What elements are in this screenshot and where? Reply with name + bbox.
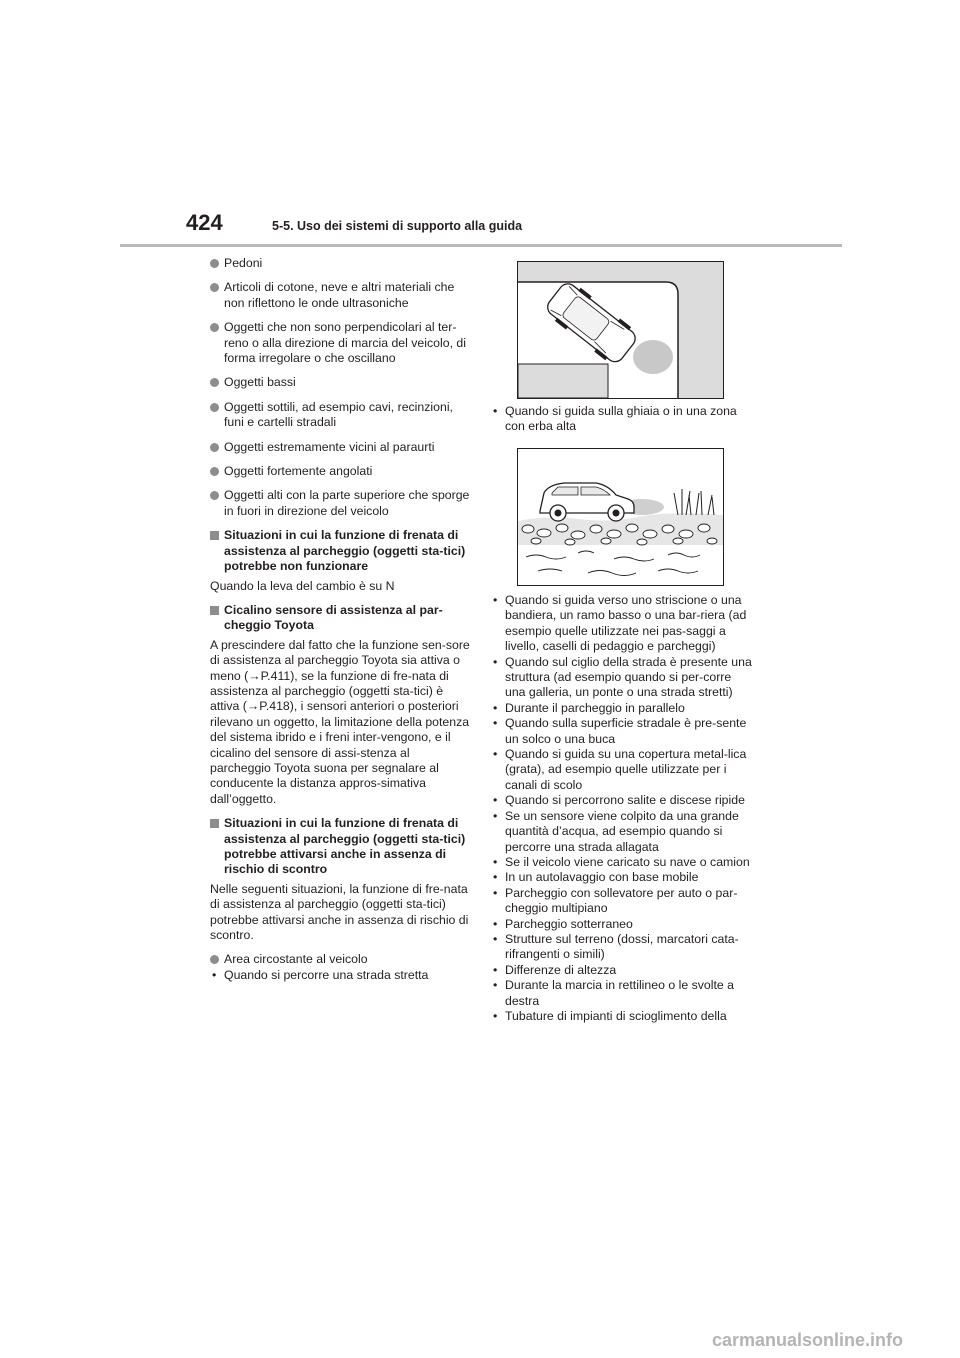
list-item: Oggetti sottili, ad esempio cavi, recinzioni, funi e cartelli stradali: [210, 400, 472, 431]
page-number: 424: [186, 210, 223, 235]
dot-list-item: • Quando si guida sulla ghiaia o in una zona con erba alta: [491, 404, 755, 435]
list-item: Articoli di cotone, neve e altri materiali che non riflettono le onde ultrasoniche: [210, 280, 472, 311]
dot-list-item: • Quando sul ciglio della strada è presente una struttura (ad esempio quando si per-corre una galleria, un ponte o una strada stretti): [491, 655, 755, 701]
dot-list-item: • Durante il parcheggio in parallelo: [491, 701, 755, 716]
dot-list-item: • Tubature di impianti di scioglimento della: [491, 1009, 755, 1024]
gravel-road-drawing: [518, 449, 723, 585]
dot-list-item: • Quando si percorrono salite e discese ripide: [491, 793, 755, 808]
paragraph: Quando la leva del cambio è su N: [210, 578, 395, 593]
narrow-road-drawing: [518, 262, 723, 398]
list-item: Pedoni: [210, 256, 472, 271]
right-column-list: [491, 593, 755, 1024]
header-rule: [120, 244, 842, 247]
section-heading: Situazioni in cui la funzione di frenata di assistenza al parcheggio (oggetti sta-tici) potrebbe attivarsi anche in assenza di rischio di scontro: [210, 816, 472, 878]
list-item: Area circostante al veicolo: [210, 952, 472, 967]
list-item: Oggetti bassi: [210, 375, 472, 390]
paragraph: A prescindere dal fatto che la funzione sen-sore di assistenza al parcheggio Toyota sia attiva o meno (→P.411), se la funzione di fre-nata di assistenza al parcheggio (oggetti sta-tici) è attiva (→P.418), i sensori anteriori o posteriori rilevano un oggetto, la limitazione della potenza del sistema ibrido e i freni inter-vengono, e il cicalino del sensore di assi-stenza al parcheggio Toyota suona per segnalare al conducente la distanza appros-simativa dall’oggetto.: [210, 637, 470, 806]
dot-list-item: • In un autolavaggio con base mobile: [491, 870, 755, 885]
list-item: Oggetti fortemente angolati: [210, 464, 472, 479]
list-item: Oggetti alti con la parte superiore che sporge in fuori in direzione del veicolo: [210, 488, 472, 519]
paragraph: Nelle seguenti situazioni, la funzione di fre-nata di assistenza al parcheggio (oggetti sta-tici) potrebbe attivarsi anche in assenza di rischio di scontro.: [210, 881, 469, 943]
section-heading: Cicalino sensore di assistenza al par-cheggio Toyota: [210, 603, 472, 634]
dot-list-item: • Durante la marcia in rettilineo o le svolte a destra: [491, 978, 755, 1009]
list-item: Oggetti che non sono perpendicolari al ter-reno o alla direzione di marcia del veicolo, di forma irregolare o che oscillano: [210, 320, 472, 366]
dot-list-item: • Differenze di altezza: [491, 963, 755, 978]
section-title: 5-5. Uso dei sistemi di supporto alla guida: [272, 219, 523, 233]
dot-list-item: • Parcheggio sotterraneo: [491, 917, 755, 932]
watermark: carmanualsonline.info: [712, 1330, 904, 1350]
narrow-road-illustration: [517, 261, 724, 399]
dot-list-item: • Parcheggio con sollevatore per auto o par-cheggio multipiano: [491, 886, 755, 917]
dot-list-item: • Se un sensore viene colpito da una grande quantità d’acqua, ad esempio quando si percorre una strada allagata: [491, 809, 755, 855]
dot-list-item: • Strutture sul terreno (dossi, marcatori cata-rifrangenti o simili): [491, 932, 755, 963]
section-heading: Situazioni in cui la funzione di frenata di assistenza al parcheggio (oggetti sta-tici) potrebbe non funzionare: [210, 528, 472, 574]
gravel-road-illustration: [517, 448, 724, 586]
left-column: [210, 256, 472, 983]
dot-list-item: • Quando si guida su una copertura metal-lica (grata), ad esempio quelle utilizzate per i canali di scolo: [491, 747, 755, 793]
dot-list-item: • Quando si guida verso uno striscione o una bandiera, un ramo basso o una bar-riera (ad esempio quelle utilizzate nei pas-saggi a livello, caselli di pedaggio e parcheggi): [491, 593, 755, 655]
dot-list-item: • Quando si percorre una strada stretta: [210, 968, 472, 983]
list-item: Oggetti estremamente vicini al paraurti: [210, 440, 472, 455]
dot-list-item: • Quando sulla superficie stradale è pre-sente un solco o una buca: [491, 716, 755, 747]
dot-list-item: • Se il veicolo viene caricato su nave o camion: [491, 855, 755, 870]
right-column-top: [491, 404, 755, 435]
